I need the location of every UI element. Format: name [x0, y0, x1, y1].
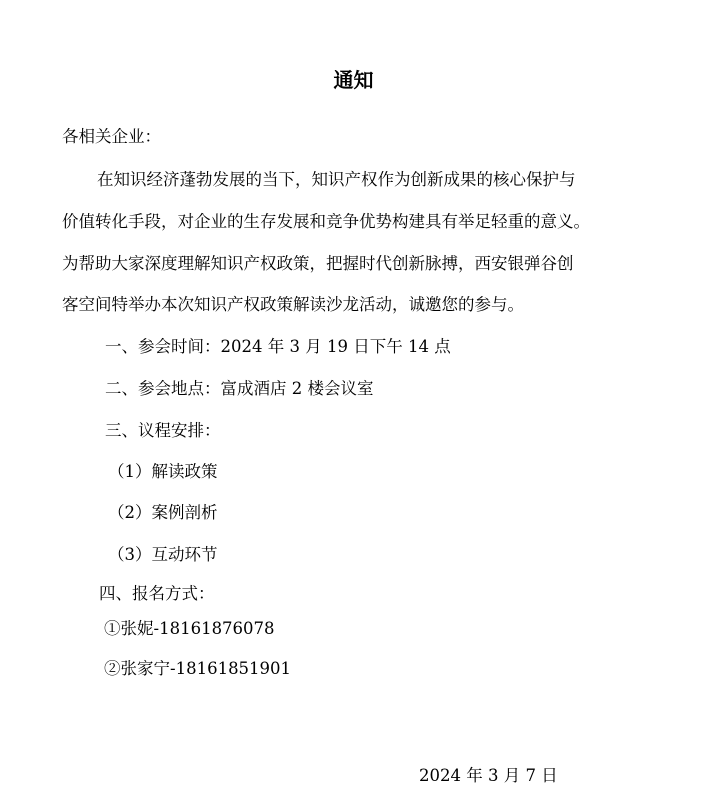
meeting-location: 二、参会地点：富成酒店 2 楼会议室: [105, 379, 374, 398]
paragraph-line-3: 为帮助大家深度理解知识产权政策，把握时代创新脉搏，西安银弹谷创: [62, 254, 574, 273]
agenda-heading: 三、议程安排：: [105, 421, 221, 440]
agenda-item-3: （3）互动环节: [108, 545, 218, 564]
paragraph-line-4: 客空间特举办本次知识产权政策解读沙龙活动，诚邀您的参与。: [62, 295, 524, 314]
agenda-item-2: （2）案例剖析: [108, 503, 218, 522]
signup-heading: 四、报名方式：: [99, 584, 215, 603]
contact-1: ①张妮-18161876078: [104, 619, 275, 638]
paragraph-line-2: 价值转化手段，对企业的生存发展和竞争优势构建具有举足轻重的意义。: [62, 212, 590, 231]
agenda-item-1: （1）解读政策: [108, 462, 218, 481]
contact-2: ②张家宁-18161851901: [104, 659, 292, 678]
paragraph-line-1: 在知识经济蓬勃发展的当下，知识产权作为创新成果的核心保护与: [97, 170, 576, 189]
greeting: 各相关企业：: [62, 127, 161, 146]
meeting-time: 一、参会时间：2024 年 3 月 19 日下午 14 点: [105, 337, 451, 356]
page-title: 通知: [333, 68, 374, 92]
notice-date: 2024 年 3 月 7 日: [419, 766, 558, 785]
